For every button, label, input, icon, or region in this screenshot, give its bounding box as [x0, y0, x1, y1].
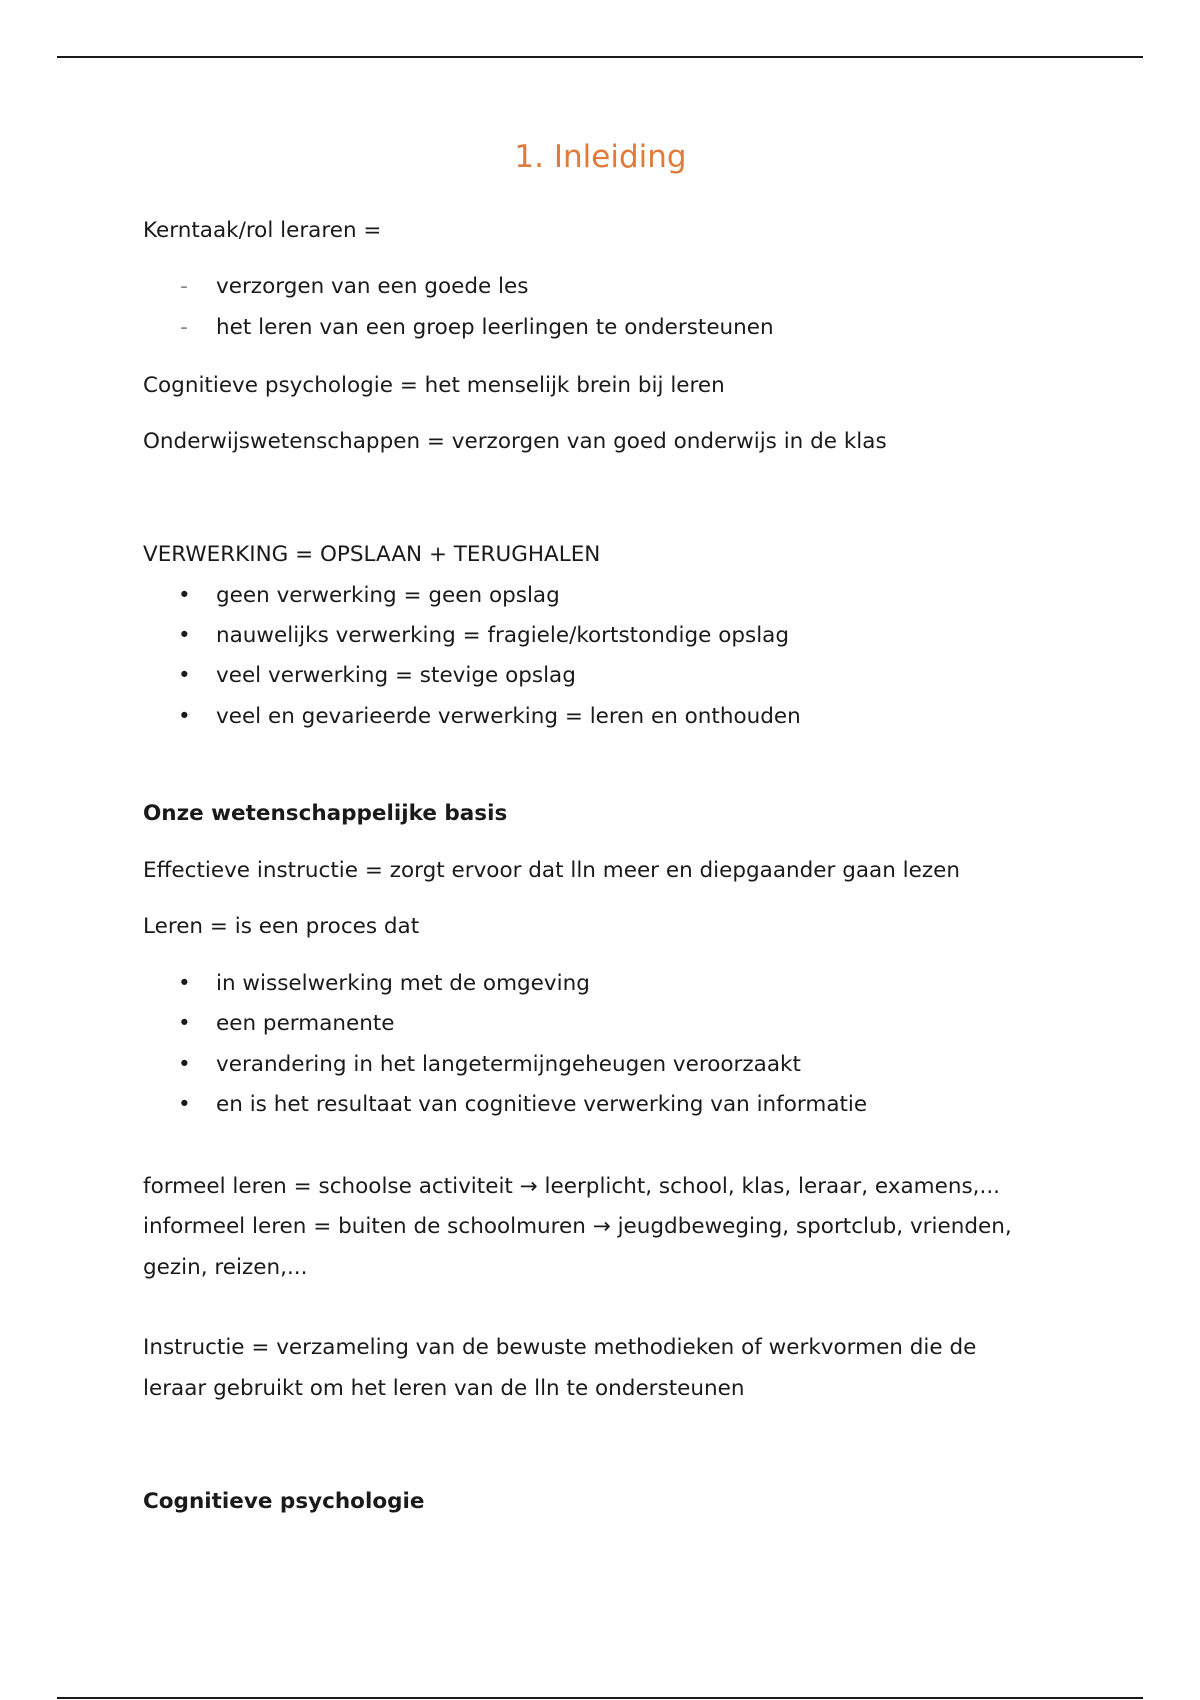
list-item-text: in wisselwerking met de omgeving [216, 971, 590, 996]
informeel-leren-line-1: informeel leren = buiten de schoolmuren → jeugdbeweging, sportclub, vrienden, [143, 1214, 1012, 1239]
bullet-marker: • [178, 663, 191, 688]
section-heading-basis: Onze wetenschappelijke basis [143, 801, 508, 826]
list-item-text: verandering in het langetermijngeheugen veroorzaakt [216, 1052, 801, 1077]
section-heading-cognitieve: Cognitieve psychologie [143, 1489, 425, 1514]
bullet-marker: • [178, 1052, 191, 1077]
bullet-marker: • [178, 1011, 191, 1036]
instructie-line-1: Instructie = verzameling van de bewuste methodieken of werkvormen die de [143, 1335, 977, 1360]
bullet-marker: • [178, 704, 191, 729]
verwerking-title: VERWERKING = OPSLAAN + TERUGHALEN [143, 542, 601, 567]
page-title: 1. Inleiding [514, 139, 687, 175]
instructie-line-2: leraar gebruikt om het leren van de lln te ondersteunen [143, 1376, 745, 1401]
kerntaak-label: Kerntaak/rol leraren = [143, 218, 382, 243]
top-rule [57, 56, 1143, 58]
bottom-rule [57, 1697, 1143, 1699]
list-item-text: nauwelijks verwerking = fragiele/kortstondige opslag [216, 623, 789, 648]
formeel-leren-definition: formeel leren = schoolse activiteit → leerplicht, school, klas, leraar, examens,... [143, 1174, 1000, 1199]
list-item-text: veel verwerking = stevige opslag [216, 663, 576, 688]
list-item-text: en is het resultaat van cognitieve verwerking van informatie [216, 1092, 868, 1117]
leren-definition: Leren = is een proces dat [143, 914, 420, 939]
dash-marker: - [180, 274, 188, 299]
list-item-text: geen verwerking = geen opslag [216, 583, 560, 608]
bullet-marker: • [178, 583, 191, 608]
list-item-text: veel en gevarieerde verwerking = leren en onthouden [216, 704, 801, 729]
onderwijs-definition: Onderwijswetenschappen = verzorgen van goed onderwijs in de klas [143, 429, 887, 454]
list-item-text: het leren van een groep leerlingen te ondersteunen [216, 315, 774, 340]
bullet-marker: • [178, 971, 191, 996]
cog-psych-definition: Cognitieve psychologie = het menselijk brein bij leren [143, 373, 725, 398]
bullet-marker: • [178, 1092, 191, 1117]
list-item-text: een permanente [216, 1011, 395, 1036]
informeel-leren-line-2: gezin, reizen,... [143, 1255, 308, 1280]
list-item-text: verzorgen van een goede les [216, 274, 529, 299]
bullet-marker: • [178, 623, 191, 648]
dash-marker: - [180, 315, 188, 340]
effectieve-instructie-definition: Effectieve instructie = zorgt ervoor dat lln meer en diepgaander gaan lezen [143, 858, 960, 883]
